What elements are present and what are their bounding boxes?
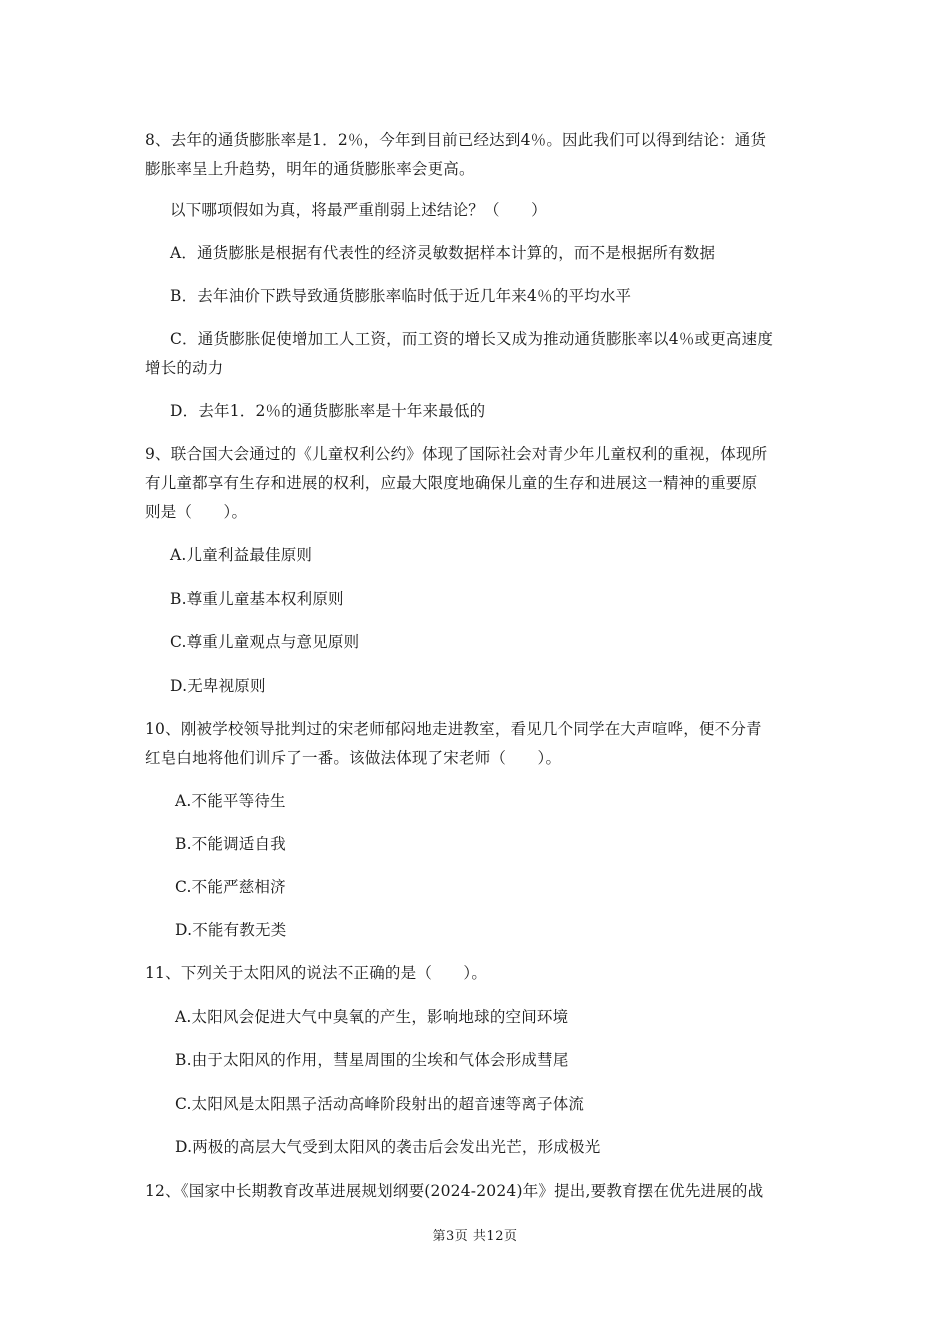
question-8-option-b: B．去年油价下跌导致通货膨胀率临时低于近几年来4％的平均水平 xyxy=(170,287,632,305)
question-10-option-b: B.不能调适自我 xyxy=(175,835,286,853)
question-9-option-b: B.尊重儿童基本权利原则 xyxy=(170,590,344,608)
question-10-line-2: 红皂白地将他们训斥了一番。该做法体现了宋老师（ ）。 xyxy=(145,749,562,767)
question-10-option-a: A.不能平等待生 xyxy=(175,792,286,810)
question-11-line-1: 11、下列关于太阳风的说法不正确的是（ ）。 xyxy=(145,964,488,982)
question-9-line-2: 有儿童都享有生存和进展的权利，应最大限度地确保儿童的生存和进展这一精神的重要原 xyxy=(145,474,758,492)
question-9-option-d: D.无卑视原则 xyxy=(170,677,266,695)
question-10-line-1: 10、刚被学校领导批判过的宋老师郁闷地走进教室，看见几个同学在大声喧哗，便不分青 xyxy=(145,720,762,738)
question-10-option-d: D.不能有教无类 xyxy=(175,921,287,939)
question-8-option-d: D．去年1．2％的通货膨胀率是十年来最低的 xyxy=(170,402,486,420)
question-9-line-3: 则是（ ）。 xyxy=(145,503,248,521)
question-12-line-1: 12、《国家中长期教育改革进展规划纲要(2024-2024)年》提出,要教育摆在优先进展的战 xyxy=(145,1182,764,1200)
question-8-line-1: 8、去年的通货膨胀率是1．2％，今年到目前已经达到4％。因此我们可以得到结论：通货 xyxy=(145,131,767,149)
question-10-option-c: C.不能严慈相济 xyxy=(175,878,286,896)
question-9-option-c: C.尊重儿童观点与意见原则 xyxy=(170,633,360,651)
question-8-option-a: A．通货膨胀是根据有代表性的经济灵敏数据样本计算的，而不是根据所有数据 xyxy=(170,244,716,262)
question-11-option-b: B.由于太阳风的作用，彗星周围的尘埃和气体会形成彗尾 xyxy=(175,1051,569,1069)
question-8-prompt: 以下哪项假如为真，将最严重削弱上述结论？（ ） xyxy=(170,201,547,219)
question-11-option-a: A.太阳风会促进大气中臭氧的产生，影响地球的空间环境 xyxy=(175,1008,569,1026)
question-8-option-c-line-2: 增长的动力 xyxy=(145,359,224,377)
question-9-option-a: A.儿童利益最佳原则 xyxy=(170,546,313,564)
page-number-footer: 第3页 共12页 xyxy=(432,1229,518,1244)
question-8-line-2: 膨胀率呈上升趋势，明年的通货膨胀率会更高。 xyxy=(145,160,475,178)
question-9-line-1: 9、联合国大会通过的《儿童权利公约》体现了国际社会对青少年儿童权利的重视，体现所 xyxy=(145,445,768,463)
question-11-option-d: D.两极的高层大气受到太阳风的袭击后会发出光芒，形成极光 xyxy=(175,1138,601,1156)
question-8-option-c-line-1: C．通货膨胀促使增加工人工资，而工资的增长又成为推动通货膨胀率以4％或更高速度 xyxy=(170,330,774,348)
question-11-option-c: C.太阳风是太阳黑子活动高峰阶段射出的超音速等离子体流 xyxy=(175,1095,585,1113)
